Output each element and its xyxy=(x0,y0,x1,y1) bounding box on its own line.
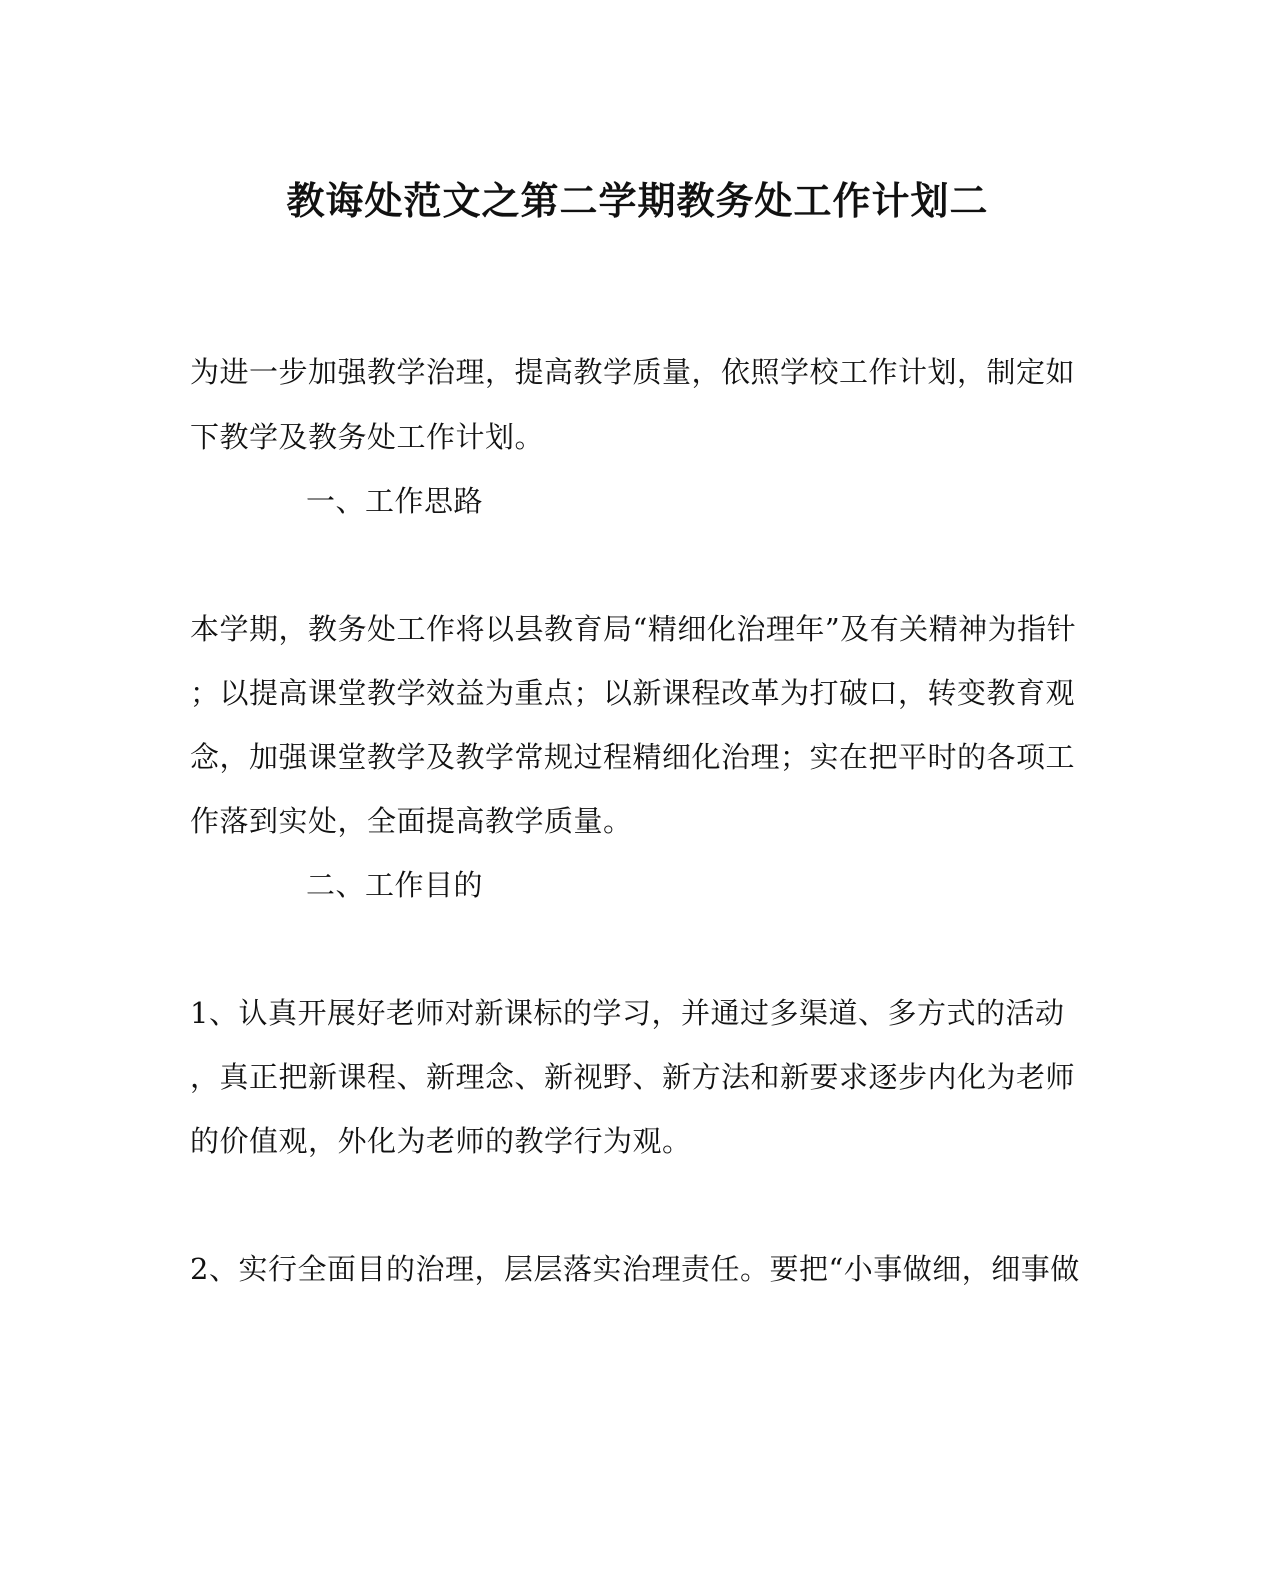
paragraph-line: ；以提高课堂教学效益为重点；以新课程改革为打破口，转变教育观 xyxy=(190,676,1076,710)
paragraph-line: 本学期，教务处工作将以县教育局“精细化治理年”及有关精神为指针 xyxy=(190,612,1077,646)
paragraph-line: 下教学及教务处工作计划。 xyxy=(190,420,545,454)
section-heading: 二、工作目的 xyxy=(306,868,484,902)
paragraph-line: 1、认真开展好老师对新课标的学习，并通过多渠道、多方式的活动 xyxy=(190,996,1065,1030)
paragraph-line: 念，加强课堂教学及教学常规过程精细化治理；实在把平时的各项工 xyxy=(190,740,1076,774)
paragraph-line: 为进一步加强教学治理，提高教学质量，依照学校工作计划，制定如 xyxy=(190,355,1076,389)
paragraph-line: 作落到实处，全面提高教学质量。 xyxy=(190,804,633,838)
paragraph-line: 2、实行全面目的治理，层层落实治理责任。要把“小事做细，细事做 xyxy=(190,1252,1080,1286)
document-title: 教诲处范文之第二学期教务处工作计划二 xyxy=(286,178,989,223)
section-heading: 一、工作思路 xyxy=(306,484,484,518)
paragraph-line: 的价值观，外化为老师的教学行为观。 xyxy=(190,1124,692,1158)
paragraph-line: ，真正把新课程、新理念、新视野、新方法和新要求逐步内化为老师 xyxy=(190,1060,1076,1094)
